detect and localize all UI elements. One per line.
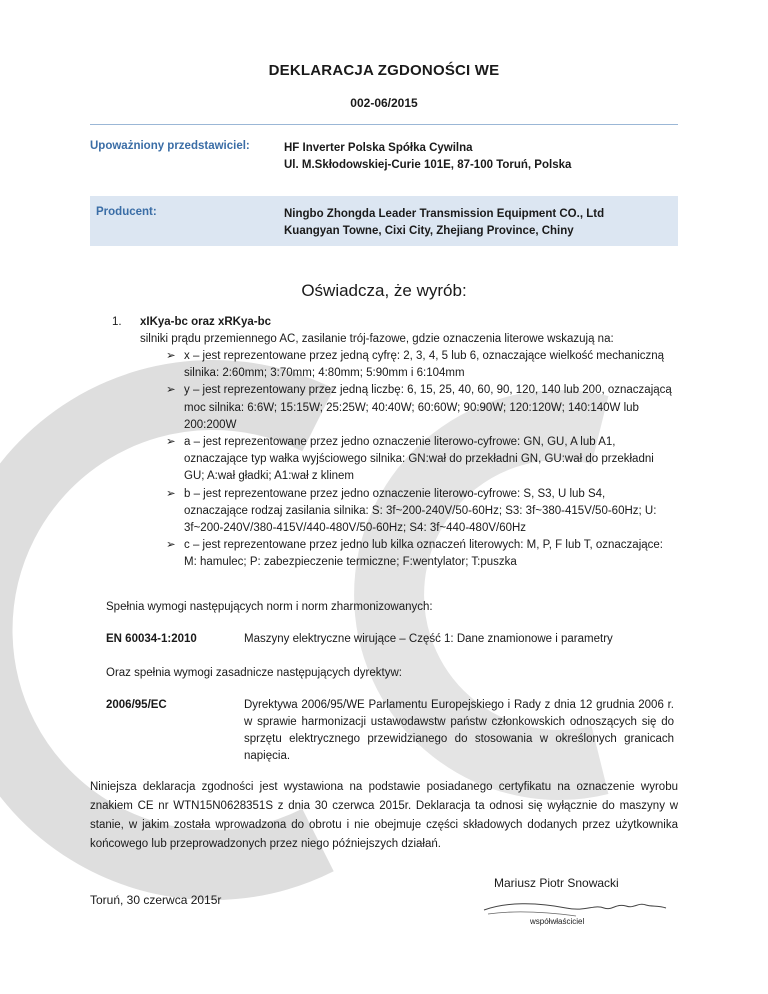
product-name-a: xIKya-bc (140, 316, 188, 328)
item-number: 1. (112, 316, 122, 328)
bullet-a (166, 434, 672, 486)
directive-code: 2006/95/EC (106, 699, 167, 711)
product-description: silniki prądu przemiennego AC, zasilanie trój-fazowe, gdzie oznaczenia literowe wskazują na: (140, 333, 614, 345)
norm-code: EN 60034-1:2010 (106, 633, 197, 645)
signatory-role: współwłaściciel (530, 917, 585, 926)
bullet-c-text: c – jest reprezentowane przez jedno lub kilka oznaczeń literowych: M, P, F lub T, oznaczające: M: hamulec; P: zabezpieczenie termiczne; F:wentylator; T:puszka (184, 539, 663, 569)
producer-line2: Kuangyan Towne, Cixi City, Zhejiang Province, Chiny (284, 225, 574, 237)
arrow-bullet-icon: ➢ (166, 350, 176, 362)
representative-line1: HF Inverter Polska Spółka Cywilna (284, 142, 473, 154)
representative-row (90, 140, 678, 186)
producer-line1: Ningbo Zhongda Leader Transmission Equipment CO., Ltd (284, 208, 605, 220)
divider (90, 124, 678, 125)
bullet-a-text: a – jest reprezentowane przez jedno oznaczenie literowo-cyfrowe: GN, GU, A lub A1, oznaczające typ wałka wyjściowego silnika: GN:wał do przekładni GN, GU:wał do przekładni GU; A:wał gładki; A1:wał z klinem (184, 436, 654, 483)
place-date: Toruń, 30 czerwca 2015r (90, 893, 222, 907)
directive-text: Dyrektywa 2006/95/WE Parlamentu Europejskiego i Rady z dnia 12 grudnia 2006 r. w sprawie harmonizacji ustawodawstw państw członkowskich odnoszących się do sprzętu elektrycznego przewidzianego do stosowania w określonych granicach napięcia. (244, 699, 674, 762)
bullet-b-text: b – jest reprezentowane przez jedno oznaczenie literowo-cyfrowe: S, S3, U lub S4, oznaczające rodzaj zasilania silnika: S: 3f~200-240V/50-60Hz; S3: 3f~380-415V/50-60Hz; U: 3f~200-240V/380-415V/440-480V/50-60Hz; S4: 3f~440-480V/60Hz (184, 487, 657, 535)
directives-intro: Oraz spełnia wymogi zasadnicze następujących dyrektyw: (106, 667, 402, 679)
bullet-b (166, 486, 672, 538)
arrow-bullet-icon: ➢ (166, 539, 176, 552)
arrow-bullet-icon: ➢ (166, 487, 176, 500)
representative-label: Upoważniony przedstawiciel: (90, 140, 250, 152)
producer-value (284, 206, 604, 240)
producer-row (90, 196, 678, 246)
bullet-y-text: y – jest reprezentowany przez jedną liczbę: 6, 15, 25, 40, 60, 90, 120, 140 lub 200, oznaczającą moc silnika: 6:6W; 15:15W; 25:25W; 40:40W; 60:60W; 90:90W; 120:120W; 140:140W lub 200:200W (184, 384, 672, 431)
declaration-heading: Oświadcza, że wyrób: (301, 281, 467, 300)
norms-intro: Spełnia wymogi następujących norm i norm zharmonizowanych: (106, 601, 433, 613)
product-name-b: xRKya-bc (217, 316, 272, 328)
bullet-c (166, 537, 672, 571)
signatory-name: Mariusz Piotr Snowacki (494, 876, 619, 890)
bullet-x (166, 348, 672, 382)
producer-label: Producent: (96, 206, 157, 218)
representative-line2: Ul. M.Skłodowskiej-Curie 101E, 87-100 Toruń, Polska (284, 159, 572, 171)
norm-text: Maszyny elektryczne wirujące – Część 1: Dane znamionowe i parametry (244, 633, 613, 645)
document-title: DEKLARACJA ZGDONOŚCI WE (268, 62, 500, 79)
product-names (140, 314, 271, 331)
product-name-join: oraz (187, 316, 218, 328)
designation-list (166, 348, 672, 572)
document-number: 002-06/2015 (350, 96, 418, 110)
norm-entry (106, 631, 674, 649)
arrow-bullet-icon: ➢ (166, 384, 176, 397)
bullet-y (166, 382, 672, 434)
representative-value (284, 140, 571, 174)
bullet-x-text: x – jest reprezentowane przez jedną cyfrę: 2, 3, 4, 5 lub 6, oznaczające wielkość mechaniczną silnika: 2:60mm; 3:70mm; 4:80mm; 5:90mm i 6:104mm (184, 350, 665, 380)
directive-entry (106, 697, 674, 767)
arrow-bullet-icon: ➢ (166, 436, 176, 449)
final-paragraph: Niniejsza deklaracja zgodności jest wystawiona na podstawie posiadanego certyfikatu na oznaczenie wyrobu znakiem CE nr WTN15N0628351S z dnia 30 czerwca 2015r. Deklaracja ta odnosi się wyłącznie do maszyny w stanie, w jakim została wprowadzona do obrotu i nie obejmuje części składowych dodanych przez użytkownika końcowego lub przeprowadzonych przez niego późniejszych działań. (90, 781, 678, 850)
